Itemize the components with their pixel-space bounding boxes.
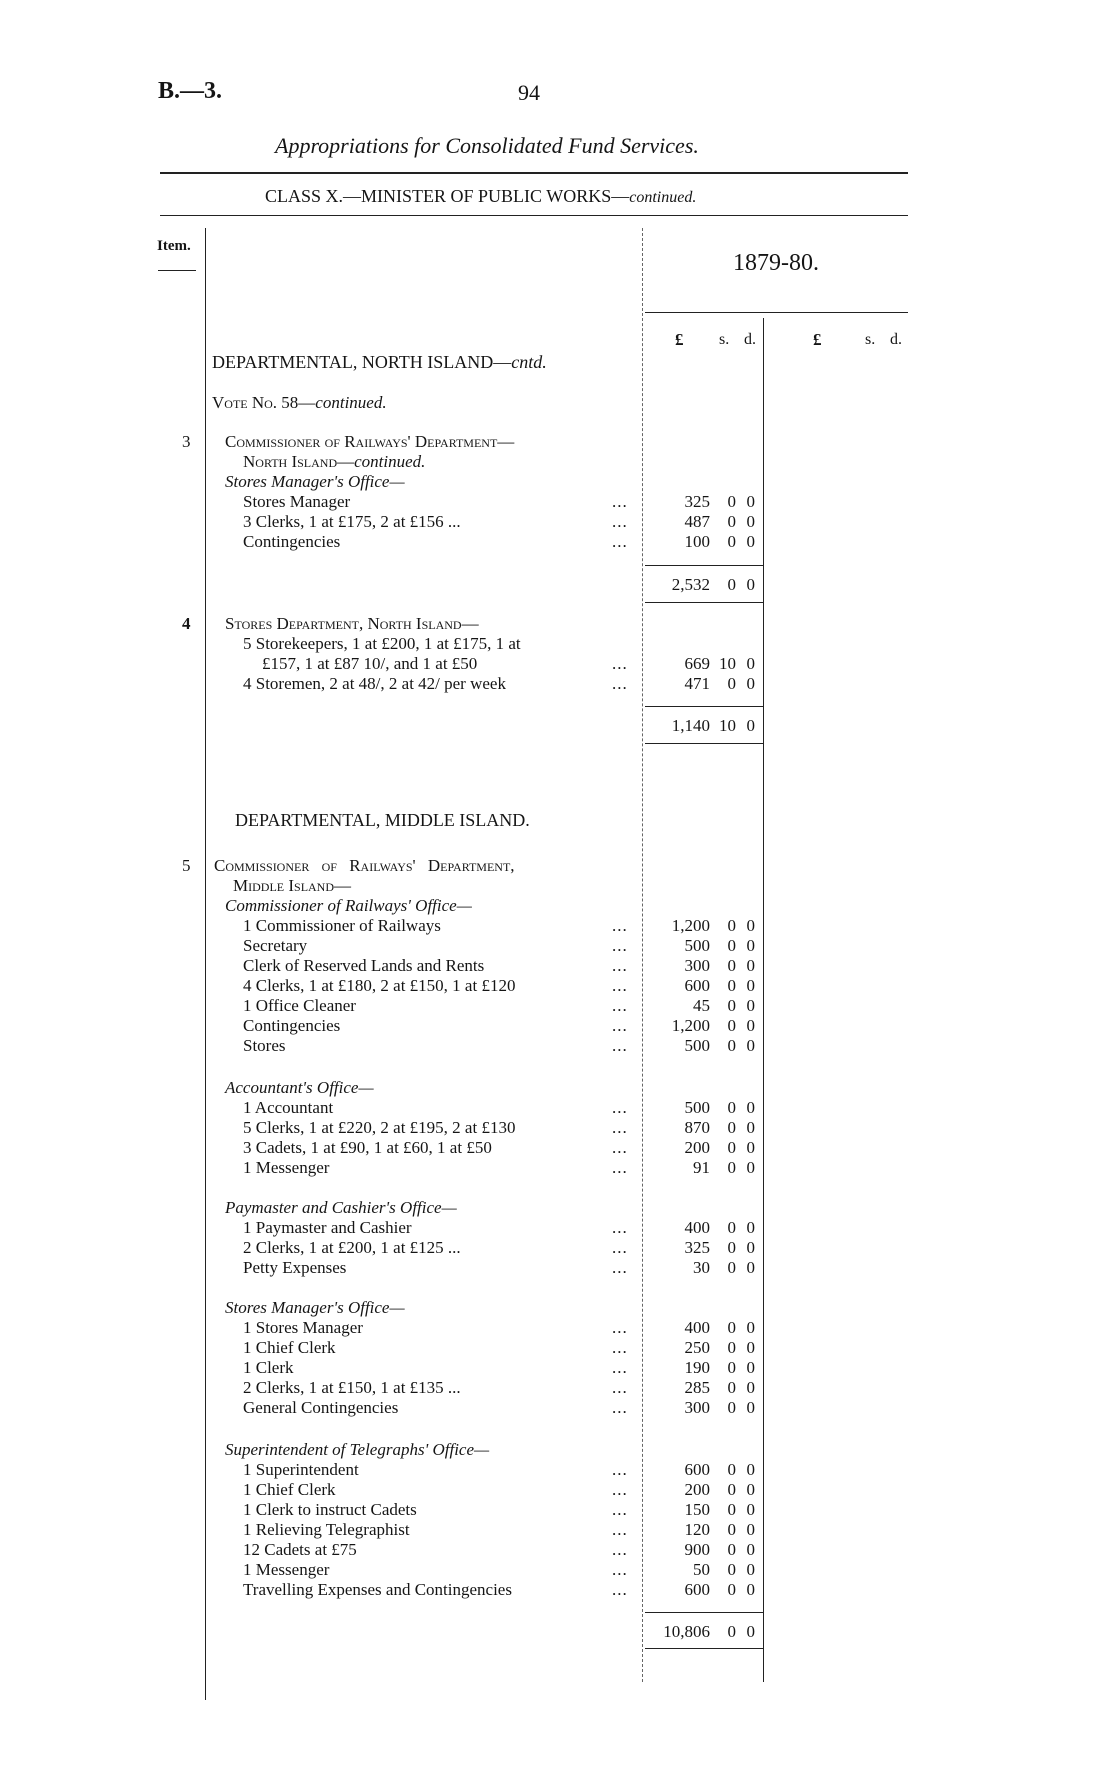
item5-office4-row-1-pounds: 400	[684, 1318, 710, 1337]
item3-row-1-s: 0	[727, 492, 736, 511]
item5-office2-row-1-pounds: 500	[684, 1098, 710, 1117]
item5-office-title: Paymaster and Cashier's Office—	[225, 1198, 457, 1217]
item5-office1-row-7-label: Stores	[243, 1036, 286, 1055]
col-pence-2: d.	[890, 331, 902, 348]
item5-office-title: Superintendent of Telegraphs' Office—	[225, 1440, 490, 1459]
vote-continued: continued.	[315, 393, 387, 412]
item3-row-3-dots: ...	[612, 532, 628, 551]
item-column-rule	[205, 228, 206, 1700]
item5-office1-row-4-label: 4 Clerks, 1 at £180, 2 at £150, 1 at £120	[243, 976, 516, 995]
item-number-4: 4	[182, 614, 191, 633]
col-pounds-2: £	[813, 330, 822, 349]
item5-office5-row-6-label: 1 Messenger	[243, 1560, 330, 1579]
item5-office4-row-4-s: 0	[727, 1378, 736, 1397]
item5-office5-row-4-label: 1 Relieving Telegraphist	[243, 1520, 410, 1539]
item5-office1-row-2-label: Secretary	[243, 936, 308, 955]
item5-office5-row-6-dots: ...	[612, 1560, 628, 1579]
item3-row-3-s: 0	[727, 532, 736, 551]
item5-office2-row-3-s: 0	[727, 1138, 736, 1157]
item5-office2-row-4-s: 0	[727, 1158, 736, 1177]
section-dept-north-cntd: cntd.	[511, 352, 547, 372]
item3-row-1-label: Stores Manager	[243, 492, 351, 511]
item3-office: Stores Manager's Office—	[225, 472, 405, 491]
item5-office2-row-1-d: 0	[746, 1098, 755, 1117]
item5-office1-row-7-s: 0	[727, 1036, 736, 1055]
item5-office3-row-3-pounds: 30	[693, 1258, 710, 1277]
money-column-rule-right	[763, 318, 764, 1682]
item4-dots-2: ...	[612, 674, 628, 693]
header-rule-bottom	[160, 215, 908, 216]
item5-office1-row-4-pounds: 600	[684, 976, 710, 995]
col-pounds-1: £	[675, 330, 684, 349]
item5-office2-row-1-label: 1 Accountant	[243, 1098, 334, 1117]
item5-office-title: Commissioner of Railways' Office—	[225, 896, 472, 915]
item3-total-rule	[645, 565, 763, 566]
item5-office1-row-1-label: 1 Commissioner of Railways	[243, 916, 441, 935]
item3-row-1-dots: ...	[612, 492, 628, 511]
item3-total-pounds: 2,532	[671, 575, 710, 594]
item5-office1-row-2-d: 0	[746, 936, 755, 955]
col-shillings-2: s.	[865, 331, 876, 348]
item4-line1: 5 Storekeepers, 1 at £200, 1 at £175, 1 at	[243, 634, 521, 653]
item5-office5-row-3-pounds: 150	[684, 1500, 710, 1519]
item5-total-d: 0	[746, 1622, 755, 1641]
item5-office3-row-2-s: 0	[727, 1238, 736, 1257]
item5-office5-row-5-label: 12 Cadets at £75	[243, 1540, 357, 1559]
item5-office1-row-2-s: 0	[727, 936, 736, 955]
item5-office2-row-2-dots: ...	[612, 1118, 628, 1137]
item5-office1-row-6-d: 0	[746, 1016, 755, 1035]
year-rule	[645, 312, 908, 313]
item5-office1-row-6-pounds: 1,200	[671, 1016, 710, 1035]
item5-office4-row-4-label: 2 Clerks, 1 at £150, 1 at £135 ...	[243, 1378, 461, 1397]
item3-row-3-d: 0	[746, 532, 755, 551]
item3-row-2-dots: ...	[612, 512, 628, 531]
item5-office4-row-5-label: General Contingencies	[243, 1398, 399, 1417]
item5-office2-row-2-pounds: 870	[684, 1118, 710, 1137]
item5-office1-row-2-dots: ...	[612, 936, 628, 955]
item5-office5-row-7-dots: ...	[612, 1580, 628, 1599]
item5-total-pounds: 10,806	[663, 1622, 710, 1641]
col-shillings-1: s.	[719, 331, 730, 348]
item4-row2-d: 0	[746, 674, 755, 693]
item5-office5-row-2-d: 0	[746, 1480, 755, 1499]
item4-total-pounds: 1,140	[671, 716, 710, 735]
item-number-3: 3	[182, 432, 191, 451]
item5-office4-row-4-d: 0	[746, 1378, 755, 1397]
item5-office4-row-2-label: 1 Chief Clerk	[243, 1338, 336, 1357]
item5-office3-row-2-label: 2 Clerks, 1 at £200, 1 at £125 ...	[243, 1238, 461, 1257]
section-dept-north-title: DEPARTMENTAL, NORTH ISLAND—	[212, 352, 512, 372]
item5-office4-row-1-d: 0	[746, 1318, 755, 1337]
item5-office3-row-2-pounds: 325	[684, 1238, 710, 1257]
item4-total-d: 0	[746, 716, 755, 735]
item-label-rule	[158, 270, 196, 271]
item4-row1-d: 0	[746, 654, 755, 673]
item5-office5-row-3-label: 1 Clerk to instruct Cadets	[243, 1500, 417, 1519]
item5-office5-row-6-pounds: 50	[693, 1560, 710, 1579]
item5-office1-row-1-pounds: 1,200	[671, 916, 710, 935]
item5-office5-row-1-d: 0	[746, 1460, 755, 1479]
item5-office5-row-5-pounds: 900	[684, 1540, 710, 1559]
item5-office4-row-1-s: 0	[727, 1318, 736, 1337]
item5-office2-row-3-pounds: 200	[684, 1138, 710, 1157]
item5-office5-row-2-s: 0	[727, 1480, 736, 1499]
item5-office5-row-5-s: 0	[727, 1540, 736, 1559]
item5-office4-row-3-dots: ...	[612, 1358, 628, 1377]
item5-office4-row-2-d: 0	[746, 1338, 755, 1357]
item5-office4-row-1-label: 1 Stores Manager	[243, 1318, 363, 1337]
item5-office2-row-2-label: 5 Clerks, 1 at £220, 2 at £195, 2 at £130	[243, 1118, 516, 1137]
item4-row2-s: 0	[727, 674, 736, 693]
item3-row-2-s: 0	[727, 512, 736, 531]
item5-office2-row-4-d: 0	[746, 1158, 755, 1177]
item5-total-rule-bottom	[645, 1648, 763, 1649]
item5-office3-row-1-label: 1 Paymaster and Cashier	[243, 1218, 412, 1237]
item5-office5-row-5-d: 0	[746, 1540, 755, 1559]
item4-total-rule	[645, 706, 763, 707]
item5-office1-row-6-s: 0	[727, 1016, 736, 1035]
col-pence-1: d.	[744, 331, 756, 348]
item4-total-rule-bottom	[645, 743, 763, 744]
item4-total-s: 10	[719, 716, 736, 735]
item3-subheading-main: North Island—	[243, 452, 355, 471]
item4-dots-1: ...	[612, 654, 628, 673]
item5-subheading: Middle Island—	[233, 876, 352, 895]
item3-total-s: 0	[727, 575, 736, 594]
item5-office1-row-6-label: Contingencies	[243, 1016, 341, 1035]
item5-office1-row-1-d: 0	[746, 916, 755, 935]
item5-office1-row-4-dots: ...	[612, 976, 628, 995]
item5-total-rule	[645, 1612, 763, 1613]
item5-office3-row-1-s: 0	[727, 1218, 736, 1237]
item5-office-title: Stores Manager's Office—	[225, 1298, 405, 1317]
item5-office5-row-7-d: 0	[746, 1580, 755, 1599]
item5-office2-row-4-dots: ...	[612, 1158, 628, 1177]
item5-office5-row-2-dots: ...	[612, 1480, 628, 1499]
item5-office1-row-3-s: 0	[727, 956, 736, 975]
year-heading: 1879-80.	[733, 250, 819, 276]
item4-line3: 4 Storemen, 2 at 48/, 2 at 42/ per week	[243, 674, 506, 693]
item5-office5-row-3-s: 0	[727, 1500, 736, 1519]
item5-office5-row-1-label: 1 Superintendent	[243, 1460, 359, 1479]
item5-office4-row-2-pounds: 250	[684, 1338, 710, 1357]
item5-office1-row-3-d: 0	[746, 956, 755, 975]
item5-office5-row-1-pounds: 600	[684, 1460, 710, 1479]
item3-row-2-pounds: 487	[684, 512, 710, 531]
item5-office1-row-2-pounds: 500	[684, 936, 710, 955]
item3-row-1-pounds: 325	[684, 492, 710, 511]
item4-row1-s: 10	[719, 654, 736, 673]
item5-office1-row-1-dots: ...	[612, 916, 628, 935]
class-heading-main: CLASS X.—MINISTER OF PUBLIC WORKS—	[265, 186, 630, 206]
item5-office2-row-1-dots: ...	[612, 1098, 628, 1117]
item5-office4-row-5-dots: ...	[612, 1398, 628, 1417]
item5-office5-row-3-d: 0	[746, 1500, 755, 1519]
item5-office2-row-1-s: 0	[727, 1098, 736, 1117]
item4-row1-pounds: 669	[684, 654, 710, 673]
item5-office3-row-1-pounds: 400	[684, 1218, 710, 1237]
item3-subheading-cont: continued.	[354, 452, 426, 471]
item5-office2-row-2-d: 0	[746, 1118, 755, 1137]
item5-office1-row-7-pounds: 500	[684, 1036, 710, 1055]
item3-total-rule-bottom	[645, 602, 763, 603]
item5-office1-row-5-label: 1 Office Cleaner	[243, 996, 356, 1015]
item5-office3-row-2-d: 0	[746, 1238, 755, 1257]
item5-office2-row-4-pounds: 91	[693, 1158, 710, 1177]
item3-row-2-d: 0	[746, 512, 755, 531]
item5-office3-row-3-s: 0	[727, 1258, 736, 1277]
item5-office5-row-2-label: 1 Chief Clerk	[243, 1480, 336, 1499]
item5-office1-row-4-d: 0	[746, 976, 755, 995]
item5-office4-row-3-label: 1 Clerk	[243, 1358, 294, 1377]
item5-office4-row-5-pounds: 300	[684, 1398, 710, 1417]
item5-office5-row-1-s: 0	[727, 1460, 736, 1479]
section-dept-north	[212, 352, 547, 373]
item5-office3-row-3-label: Petty Expenses	[243, 1258, 347, 1277]
item5-office4-row-4-pounds: 285	[684, 1378, 710, 1397]
header-rule-top	[160, 172, 908, 174]
item5-office3-row-3-d: 0	[746, 1258, 755, 1277]
item3-row-1-d: 0	[746, 492, 755, 511]
item5-office3-row-1-dots: ...	[612, 1218, 628, 1237]
item5-total-s: 0	[727, 1622, 736, 1641]
item5-office5-row-2-pounds: 200	[684, 1480, 710, 1499]
item4-line2: £157, 1 at £87 10/, and 1 at £50	[262, 654, 478, 673]
class-heading-continued: continued.	[629, 189, 697, 206]
item5-office4-row-5-d: 0	[746, 1398, 755, 1417]
item5-office5-row-6-s: 0	[727, 1560, 736, 1579]
item5-office1-row-7-dots: ...	[612, 1036, 628, 1055]
item5-office4-row-3-d: 0	[746, 1358, 755, 1377]
item5-office2-row-3-d: 0	[746, 1138, 755, 1157]
item5-office4-row-3-s: 0	[727, 1358, 736, 1377]
item5-office2-row-4-label: 1 Messenger	[243, 1158, 330, 1177]
item5-office5-row-5-dots: ...	[612, 1540, 628, 1559]
item-number-5: 5	[182, 856, 191, 875]
item4-heading: Stores Department, North Island—	[225, 614, 479, 633]
item5-office5-row-4-dots: ...	[612, 1520, 628, 1539]
item3-total-d: 0	[746, 575, 755, 594]
item5-office1-row-3-label: Clerk of Reserved Lands and Rents	[243, 956, 485, 975]
item3-heading: Commissioner of Railways' Department—	[225, 432, 515, 451]
item3-row-3-label: Contingencies	[243, 532, 341, 551]
item5-office4-row-3-pounds: 190	[684, 1358, 710, 1377]
item5-office2-row-2-s: 0	[727, 1118, 736, 1137]
item4-row2-pounds: 471	[684, 674, 710, 693]
item5-office1-row-5-s: 0	[727, 996, 736, 1015]
item5-office1-row-5-d: 0	[746, 996, 755, 1015]
item5-office5-row-4-pounds: 120	[684, 1520, 710, 1539]
item5-office2-row-3-label: 3 Cadets, 1 at £90, 1 at £60, 1 at £50	[243, 1138, 492, 1157]
item5-office1-row-5-dots: ...	[612, 996, 628, 1015]
item5-office1-row-4-s: 0	[727, 976, 736, 995]
item5-office1-row-3-dots: ...	[612, 956, 628, 975]
item3-row-2-label: 3 Clerks, 1 at £175, 2 at £156 ...	[243, 512, 461, 531]
item5-office3-row-1-d: 0	[746, 1218, 755, 1237]
item5-office4-row-1-dots: ...	[612, 1318, 628, 1337]
item5-office4-row-2-dots: ...	[612, 1338, 628, 1357]
class-heading	[265, 186, 696, 207]
item5-office1-row-3-pounds: 300	[684, 956, 710, 975]
item5-office5-row-7-label: Travelling Expenses and Contingencies	[243, 1580, 512, 1599]
item5-office2-row-3-dots: ...	[612, 1138, 628, 1157]
item-column-label: Item.	[157, 238, 191, 254]
item5-office3-row-3-dots: ...	[612, 1258, 628, 1277]
item5-office4-row-5-s: 0	[727, 1398, 736, 1417]
item5-office5-row-3-dots: ...	[612, 1500, 628, 1519]
item5-heading: Commissioner of Railways' Department,	[214, 856, 515, 875]
vote-label: Vote No. 58—	[212, 393, 316, 412]
item5-office1-row-5-pounds: 45	[693, 996, 710, 1015]
item5-office5-row-6-d: 0	[746, 1560, 755, 1579]
page-title: Appropriations for Consolidated Fund Services.	[275, 133, 699, 158]
page-number: 94	[518, 80, 540, 105]
item5-office1-row-6-dots: ...	[612, 1016, 628, 1035]
item5-office3-row-2-dots: ...	[612, 1238, 628, 1257]
item5-office5-row-4-d: 0	[746, 1520, 755, 1539]
item5-office5-row-7-s: 0	[727, 1580, 736, 1599]
item5-office1-row-1-s: 0	[727, 916, 736, 935]
item5-office5-row-1-dots: ...	[612, 1460, 628, 1479]
item5-office-title: Accountant's Office—	[225, 1078, 374, 1097]
item5-office1-row-7-d: 0	[746, 1036, 755, 1055]
vote-heading	[212, 393, 387, 413]
item5-office4-row-4-dots: ...	[612, 1378, 628, 1397]
page-ref: B.—3.	[158, 78, 223, 104]
item3-row-3-pounds: 100	[684, 532, 710, 551]
item5-office4-row-2-s: 0	[727, 1338, 736, 1357]
item3-subheading	[243, 452, 425, 472]
item5-office5-row-4-s: 0	[727, 1520, 736, 1539]
section-dept-middle: DEPARTMENTAL, MIDDLE ISLAND.	[235, 810, 530, 830]
item5-office5-row-7-pounds: 600	[684, 1580, 710, 1599]
